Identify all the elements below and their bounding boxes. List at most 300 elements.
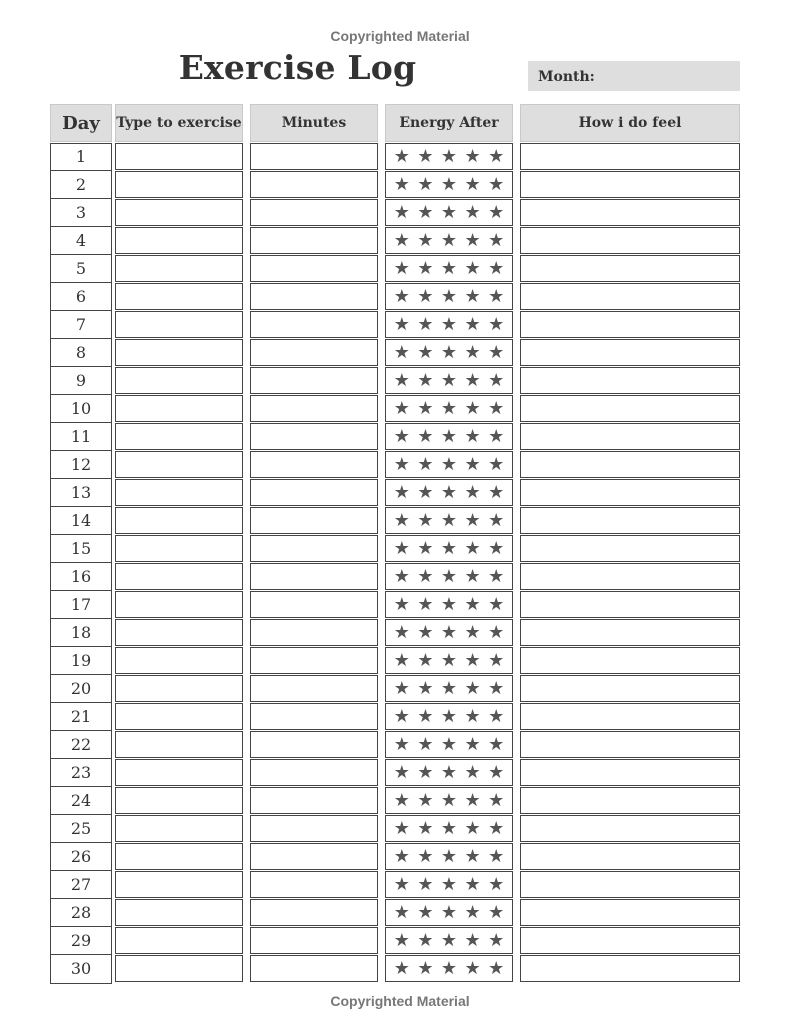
type-cell[interactable] [115,591,243,618]
minutes-cell[interactable] [250,591,378,618]
star-icon[interactable]: ★ [440,369,458,391]
star-icon[interactable]: ★ [464,285,481,307]
feel-cell[interactable] [520,311,740,338]
type-cell[interactable] [115,255,243,282]
star-icon[interactable]: ★ [440,481,458,503]
feel-cell[interactable] [520,563,740,590]
feel-cell[interactable] [520,703,740,730]
star-icon[interactable]: ★ [440,705,458,727]
minutes-cell[interactable] [250,507,378,534]
star-icon[interactable]: ★ [393,481,410,503]
star-icon[interactable]: ★ [393,145,410,167]
star-icon[interactable]: ★ [393,369,410,391]
feel-cell[interactable] [520,143,740,170]
type-header: Type to exercise [115,104,243,142]
day-number: 2 [50,171,112,199]
star-icon[interactable]: ★ [393,705,410,727]
minutes-cell[interactable] [250,479,378,506]
star-icon[interactable]: ★ [393,201,410,223]
star-icon[interactable]: ★ [393,229,410,251]
type-cell[interactable] [115,843,243,870]
minutes-cell[interactable] [250,143,378,170]
star-icon[interactable]: ★ [488,565,505,587]
star-icon[interactable]: ★ [417,145,434,167]
type-cell[interactable] [115,731,243,758]
minutes-cell[interactable] [250,955,378,982]
star-icon[interactable]: ★ [488,817,505,839]
energy-stars [386,452,512,477]
star-icon[interactable]: ★ [393,341,410,363]
energy-cell[interactable] [385,815,513,842]
energy-stars [386,760,512,785]
star-icon[interactable]: ★ [417,873,434,895]
star-icon[interactable]: ★ [464,201,481,223]
energy-stars [386,732,512,757]
star-icon[interactable]: ★ [393,873,410,895]
star-icon[interactable]: ★ [440,453,458,475]
minutes-cell[interactable] [250,199,378,226]
star-icon[interactable]: ★ [440,677,458,699]
star-icon[interactable]: ★ [393,397,410,419]
star-icon[interactable]: ★ [440,957,458,979]
energy-cell[interactable] [385,591,513,618]
star-icon[interactable]: ★ [417,229,434,251]
type-cell[interactable] [115,927,243,954]
star-icon[interactable]: ★ [464,873,481,895]
star-icon[interactable]: ★ [488,929,505,951]
minutes-cell[interactable] [250,283,378,310]
star-icon[interactable]: ★ [488,789,505,811]
star-icon[interactable]: ★ [440,425,458,447]
star-icon[interactable]: ★ [440,229,458,251]
star-icon[interactable]: ★ [417,677,434,699]
star-icon[interactable]: ★ [440,649,458,671]
star-icon[interactable]: ★ [464,817,481,839]
star-icon[interactable]: ★ [440,901,458,923]
star-icon[interactable]: ★ [440,593,458,615]
energy-cell[interactable] [385,871,513,898]
star-icon[interactable]: ★ [440,789,458,811]
star-icon[interactable]: ★ [464,229,481,251]
star-icon[interactable]: ★ [488,873,505,895]
star-icon[interactable]: ★ [440,565,458,587]
energy-cell[interactable] [385,647,513,674]
minutes-cell[interactable] [250,423,378,450]
type-cell[interactable] [115,619,243,646]
star-icon[interactable]: ★ [393,509,410,531]
star-icon[interactable]: ★ [417,285,434,307]
star-icon[interactable]: ★ [393,173,410,195]
star-icon[interactable]: ★ [417,173,434,195]
feel-cell[interactable] [520,871,740,898]
star-icon[interactable]: ★ [393,929,410,951]
star-icon[interactable]: ★ [464,257,481,279]
type-cell[interactable] [115,423,243,450]
star-icon[interactable]: ★ [464,481,481,503]
star-icon[interactable]: ★ [417,201,434,223]
feel-cell[interactable] [520,927,740,954]
star-icon[interactable]: ★ [464,649,481,671]
minutes-cell[interactable] [250,535,378,562]
energy-cell[interactable] [385,311,513,338]
energy-cell[interactable] [385,535,513,562]
type-cell[interactable] [115,955,243,982]
type-cell[interactable] [115,451,243,478]
star-icon[interactable]: ★ [464,425,481,447]
star-icon[interactable]: ★ [488,537,505,559]
minutes-cell[interactable] [250,367,378,394]
day-number: 9 [50,367,112,395]
type-cell[interactable] [115,199,243,226]
energy-cell[interactable] [385,619,513,646]
star-icon[interactable]: ★ [417,789,434,811]
star-icon[interactable]: ★ [440,873,458,895]
minutes-cell[interactable] [250,815,378,842]
feel-cell[interactable] [520,899,740,926]
star-icon[interactable]: ★ [464,761,481,783]
feel-cell[interactable] [520,171,740,198]
feel-cell[interactable] [520,591,740,618]
star-icon[interactable]: ★ [488,481,505,503]
minutes-cell[interactable] [250,871,378,898]
energy-stars [386,396,512,421]
star-icon[interactable]: ★ [417,257,434,279]
star-icon[interactable]: ★ [464,369,481,391]
feel-cell[interactable] [520,367,740,394]
minutes-cell[interactable] [250,395,378,422]
minutes-cell[interactable] [250,339,378,366]
star-icon[interactable]: ★ [393,733,410,755]
star-icon[interactable]: ★ [464,565,481,587]
energy-cell[interactable] [385,283,513,310]
minutes-cell[interactable] [250,843,378,870]
star-icon[interactable]: ★ [488,229,505,251]
star-icon[interactable]: ★ [440,145,458,167]
star-icon[interactable]: ★ [488,593,505,615]
feel-cell[interactable] [520,227,740,254]
energy-stars [386,564,512,589]
star-icon[interactable]: ★ [417,901,434,923]
star-icon[interactable]: ★ [440,341,458,363]
star-icon[interactable]: ★ [464,705,481,727]
star-icon[interactable]: ★ [464,509,481,531]
feel-cell[interactable] [520,787,740,814]
star-icon[interactable]: ★ [464,845,481,867]
star-icon[interactable]: ★ [393,565,410,587]
star-icon[interactable]: ★ [393,957,410,979]
star-icon[interactable]: ★ [417,733,434,755]
star-icon[interactable]: ★ [488,957,505,979]
feel-cell[interactable] [520,451,740,478]
type-cell[interactable] [115,507,243,534]
feel-cell[interactable] [520,507,740,534]
energy-cell[interactable] [385,899,513,926]
minutes-column [250,104,378,142]
star-icon[interactable]: ★ [417,313,434,335]
minutes-cell[interactable] [250,899,378,926]
feel-cell[interactable] [520,255,740,282]
type-cell[interactable] [115,283,243,310]
star-icon[interactable]: ★ [393,313,410,335]
minutes-cell[interactable] [250,451,378,478]
star-icon[interactable]: ★ [488,341,505,363]
star-icon[interactable]: ★ [440,397,458,419]
star-icon[interactable]: ★ [488,733,505,755]
star-icon[interactable]: ★ [393,257,410,279]
star-icon[interactable]: ★ [440,621,458,643]
star-icon[interactable]: ★ [417,537,434,559]
star-icon[interactable]: ★ [417,453,434,475]
energy-cell[interactable] [385,955,513,982]
star-icon[interactable]: ★ [464,341,481,363]
star-icon[interactable]: ★ [464,593,481,615]
feel-cell[interactable] [520,395,740,422]
minutes-cell[interactable] [250,927,378,954]
energy-cell[interactable] [385,479,513,506]
star-icon[interactable]: ★ [393,621,410,643]
star-icon[interactable]: ★ [464,789,481,811]
feel-cell[interactable] [520,199,740,226]
star-icon[interactable]: ★ [488,677,505,699]
star-icon[interactable]: ★ [393,789,410,811]
star-icon[interactable]: ★ [417,649,434,671]
star-icon[interactable]: ★ [417,565,434,587]
star-icon[interactable]: ★ [440,733,458,755]
star-icon[interactable]: ★ [393,761,410,783]
type-cell[interactable] [115,395,243,422]
star-icon[interactable]: ★ [393,901,410,923]
type-cell[interactable] [115,703,243,730]
feel-cell[interactable] [520,955,740,982]
minutes-cell[interactable] [250,675,378,702]
energy-cell[interactable] [385,507,513,534]
star-icon[interactable]: ★ [464,313,481,335]
energy-cell[interactable] [385,451,513,478]
energy-cell[interactable] [385,787,513,814]
feel-cell[interactable] [520,759,740,786]
star-icon[interactable]: ★ [417,397,434,419]
star-icon[interactable]: ★ [393,453,410,475]
energy-stars [386,592,512,617]
star-icon[interactable]: ★ [417,817,434,839]
star-icon[interactable]: ★ [440,285,458,307]
star-icon[interactable]: ★ [417,481,434,503]
star-icon[interactable]: ★ [417,957,434,979]
star-icon[interactable]: ★ [464,397,481,419]
star-icon[interactable]: ★ [464,677,481,699]
minutes-cell[interactable] [250,759,378,786]
energy-cell[interactable] [385,255,513,282]
minutes-cell[interactable] [250,227,378,254]
star-icon[interactable]: ★ [488,509,505,531]
star-icon[interactable]: ★ [488,397,505,419]
minutes-cell[interactable] [250,255,378,282]
energy-cell[interactable] [385,759,513,786]
star-icon[interactable]: ★ [440,817,458,839]
type-cell[interactable] [115,479,243,506]
energy-stars [386,256,512,281]
feel-cell[interactable] [520,815,740,842]
star-icon[interactable]: ★ [488,649,505,671]
energy-column [385,104,513,979]
day-number: 26 [50,843,112,871]
star-icon[interactable]: ★ [488,313,505,335]
type-cell[interactable] [115,787,243,814]
type-column [115,104,243,142]
star-icon[interactable]: ★ [417,705,434,727]
type-cell[interactable] [115,311,243,338]
star-icon[interactable]: ★ [440,929,458,951]
star-icon[interactable]: ★ [417,761,434,783]
star-icon[interactable]: ★ [488,453,505,475]
star-icon[interactable]: ★ [393,425,410,447]
energy-cell[interactable] [385,843,513,870]
star-icon[interactable]: ★ [464,733,481,755]
star-icon[interactable]: ★ [393,677,410,699]
feel-cell[interactable] [520,619,740,646]
star-icon[interactable]: ★ [393,649,410,671]
type-cell[interactable] [115,171,243,198]
day-number: 15 [50,535,112,563]
star-icon[interactable]: ★ [464,453,481,475]
star-icon[interactable]: ★ [488,425,505,447]
star-icon[interactable]: ★ [488,705,505,727]
star-icon[interactable]: ★ [464,621,481,643]
energy-cell[interactable] [385,563,513,590]
star-icon[interactable]: ★ [488,845,505,867]
star-icon[interactable]: ★ [488,901,505,923]
star-icon[interactable]: ★ [393,817,410,839]
energy-cell[interactable] [385,227,513,254]
minutes-cell[interactable] [250,311,378,338]
energy-cell[interactable] [385,171,513,198]
energy-stars [386,368,512,393]
day-number: 5 [50,255,112,283]
star-icon[interactable]: ★ [440,201,458,223]
star-icon[interactable]: ★ [393,845,410,867]
minutes-cell[interactable] [250,703,378,730]
star-icon[interactable]: ★ [393,593,410,615]
energy-cell[interactable] [385,367,513,394]
energy-cell[interactable] [385,423,513,450]
type-cell[interactable] [115,871,243,898]
star-icon[interactable]: ★ [393,537,410,559]
star-icon[interactable]: ★ [464,537,481,559]
feel-cell[interactable] [520,339,740,366]
type-cell[interactable] [115,227,243,254]
star-icon[interactable]: ★ [417,425,434,447]
energy-cell[interactable] [385,395,513,422]
type-cell[interactable] [115,367,243,394]
energy-cell[interactable] [385,143,513,170]
star-icon[interactable]: ★ [488,173,505,195]
minutes-cell[interactable] [250,563,378,590]
energy-cell[interactable] [385,927,513,954]
day-number: 1 [50,143,112,171]
feel-cell[interactable] [520,423,740,450]
energy-stars [386,704,512,729]
star-icon[interactable]: ★ [488,621,505,643]
energy-stars [386,284,512,309]
star-icon[interactable]: ★ [488,201,505,223]
minutes-header: Minutes [250,104,378,142]
type-cell[interactable] [115,759,243,786]
day-column [50,104,112,978]
energy-cell[interactable] [385,703,513,730]
feel-cell[interactable] [520,647,740,674]
star-icon[interactable]: ★ [417,593,434,615]
star-icon[interactable]: ★ [417,341,434,363]
feel-cell[interactable] [520,479,740,506]
feel-cell[interactable] [520,731,740,758]
feel-cell[interactable] [520,283,740,310]
minutes-cell[interactable] [250,731,378,758]
minutes-cell[interactable] [250,787,378,814]
star-icon[interactable]: ★ [393,285,410,307]
star-icon[interactable]: ★ [488,285,505,307]
star-icon[interactable]: ★ [417,369,434,391]
energy-stars [386,200,512,225]
type-cell[interactable] [115,143,243,170]
page-title: Exercise Log [178,48,417,87]
month-field[interactable] [528,61,740,91]
energy-cell[interactable] [385,199,513,226]
type-cell[interactable] [115,535,243,562]
star-icon[interactable]: ★ [488,369,505,391]
star-icon[interactable]: ★ [440,257,458,279]
type-cell[interactable] [115,339,243,366]
type-cell[interactable] [115,647,243,674]
star-icon[interactable]: ★ [464,957,481,979]
day-number: 16 [50,563,112,591]
star-icon[interactable]: ★ [488,145,505,167]
star-icon[interactable]: ★ [440,761,458,783]
star-icon[interactable]: ★ [440,313,458,335]
star-icon[interactable]: ★ [488,257,505,279]
feel-cell[interactable] [520,535,740,562]
minutes-cell[interactable] [250,647,378,674]
energy-cell[interactable] [385,675,513,702]
star-icon[interactable]: ★ [464,901,481,923]
star-icon[interactable]: ★ [440,509,458,531]
star-icon[interactable]: ★ [417,929,434,951]
star-icon[interactable]: ★ [417,509,434,531]
star-icon[interactable]: ★ [488,761,505,783]
star-icon[interactable]: ★ [417,845,434,867]
star-icon[interactable]: ★ [440,537,458,559]
type-cell[interactable] [115,563,243,590]
minutes-cell[interactable] [250,171,378,198]
star-icon[interactable]: ★ [464,145,481,167]
minutes-cell[interactable] [250,619,378,646]
star-icon[interactable]: ★ [464,173,481,195]
type-cell[interactable] [115,899,243,926]
feel-cell[interactable] [520,843,740,870]
energy-cell[interactable] [385,731,513,758]
type-cell[interactable] [115,815,243,842]
star-icon[interactable]: ★ [440,845,458,867]
energy-stars [386,340,512,365]
feel-cell[interactable] [520,675,740,702]
star-icon[interactable]: ★ [417,621,434,643]
energy-cell[interactable] [385,339,513,366]
star-icon[interactable]: ★ [464,929,481,951]
star-icon[interactable]: ★ [440,173,458,195]
type-cell[interactable] [115,675,243,702]
energy-stars [386,312,512,337]
day-number: 13 [50,479,112,507]
energy-stars [386,956,512,981]
